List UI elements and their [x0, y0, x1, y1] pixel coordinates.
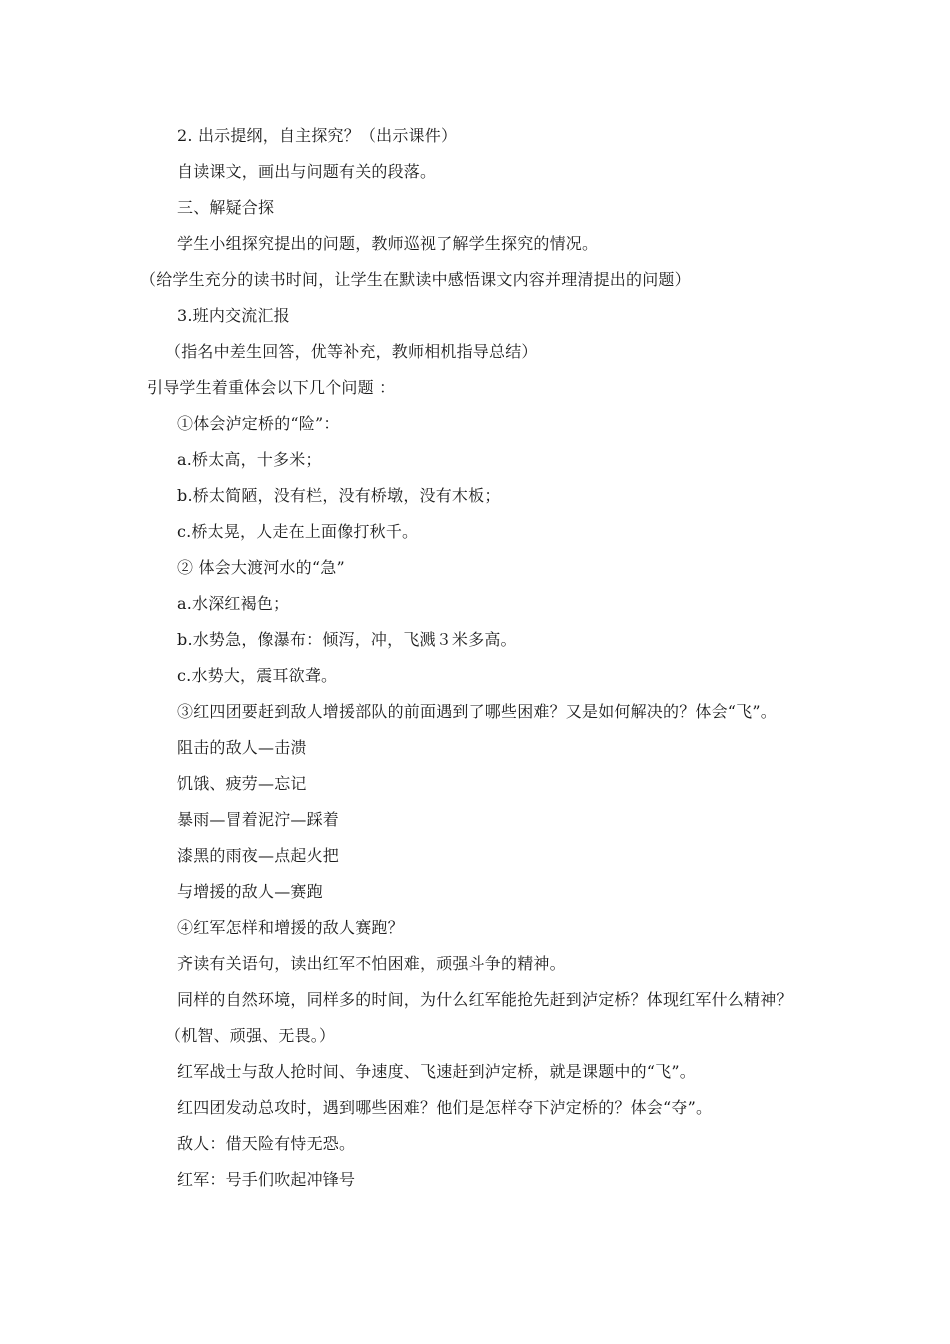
question-2-heading: ② 体会大渡河水的“急” [177, 558, 345, 577]
question-1-point-a: a.桥太高，十多米； [177, 450, 322, 469]
question-2-point-c: c.水势大，震耳欲聋。 [177, 666, 338, 685]
group-reading-instruction: 齐读有关语句，读出红军不怕困难，顽强斗争的精神。 [177, 954, 566, 973]
answer-guidance-note: （指名中差生回答，优等补充，教师相机指导总结） [165, 342, 538, 361]
question-1-heading: ①体会泸定桥的“险”： [177, 414, 340, 433]
section-heading-3: 三、解疑合探 [177, 198, 275, 217]
red-army-side-text: 红军：号手们吹起冲锋号 [177, 1170, 356, 1189]
difficulty-item: 暴雨—冒着泥泞—踩着 [177, 810, 340, 829]
fly-summary: 红军战士与敌人抢时间、争速度、飞速赶到泸定桥，就是课题中的“飞”。 [177, 1062, 696, 1081]
class-report-step-3: 3.班内交流汇报 [177, 306, 290, 325]
question-2-point-b: b.水势急，像瀑布：倾泻，冲，飞溅３米多高。 [177, 630, 517, 649]
reading-time-note: （给学生充分的读书时间，让学生在默读中感悟课文内容并理清提出的问题） [140, 270, 691, 289]
question-1-point-b: b.桥太简陋，没有栏，没有桥墩，没有木板； [177, 486, 501, 505]
key-questions-intro: 引导学生着重体会以下几个问题 ： [147, 378, 396, 397]
question-3-heading: ③红四团要赶到敌人增援部队的前面遇到了哪些困难？又是如何解决的？体会“飞”。 [177, 702, 777, 721]
self-reading-instruction: 自读课文，画出与问题有关的段落。 [177, 162, 437, 181]
question-2-point-a: a.水深红褐色； [177, 594, 290, 613]
spirit-answer: （机智、顽强、无畏。） [165, 1026, 336, 1045]
group-inquiry-text: 学生小组探究提出的问题，教师巡视了解学生探究的情况。 [177, 234, 599, 253]
question-4-heading: ④红军怎样和增援的敌人赛跑？ [177, 918, 404, 937]
difficulty-item: 饥饿、疲劳—忘记 [177, 774, 307, 793]
spirit-question: 同样的自然环境，同样多的时间，为什么红军能抢先赶到泸定桥？体现红军什么精神？ [177, 990, 793, 1009]
difficulty-item: 与增援的敌人—赛跑 [177, 882, 323, 901]
difficulty-item: 阻击的敌人—击溃 [177, 738, 307, 757]
enemy-side-text: 敌人：借天险有恃无恐。 [177, 1134, 356, 1153]
difficulty-item: 漆黑的雨夜—点起火把 [177, 846, 340, 865]
outline-step-2: 2. 出示提纲，自主探究？（出示课件） [177, 126, 458, 145]
question-1-point-c: c.桥太晃，人走在上面像打秋千。 [177, 522, 419, 541]
attack-question: 红四团发动总攻时，遇到哪些困难？他们是怎样夺下泸定桥的？体会“夺”。 [177, 1098, 713, 1117]
